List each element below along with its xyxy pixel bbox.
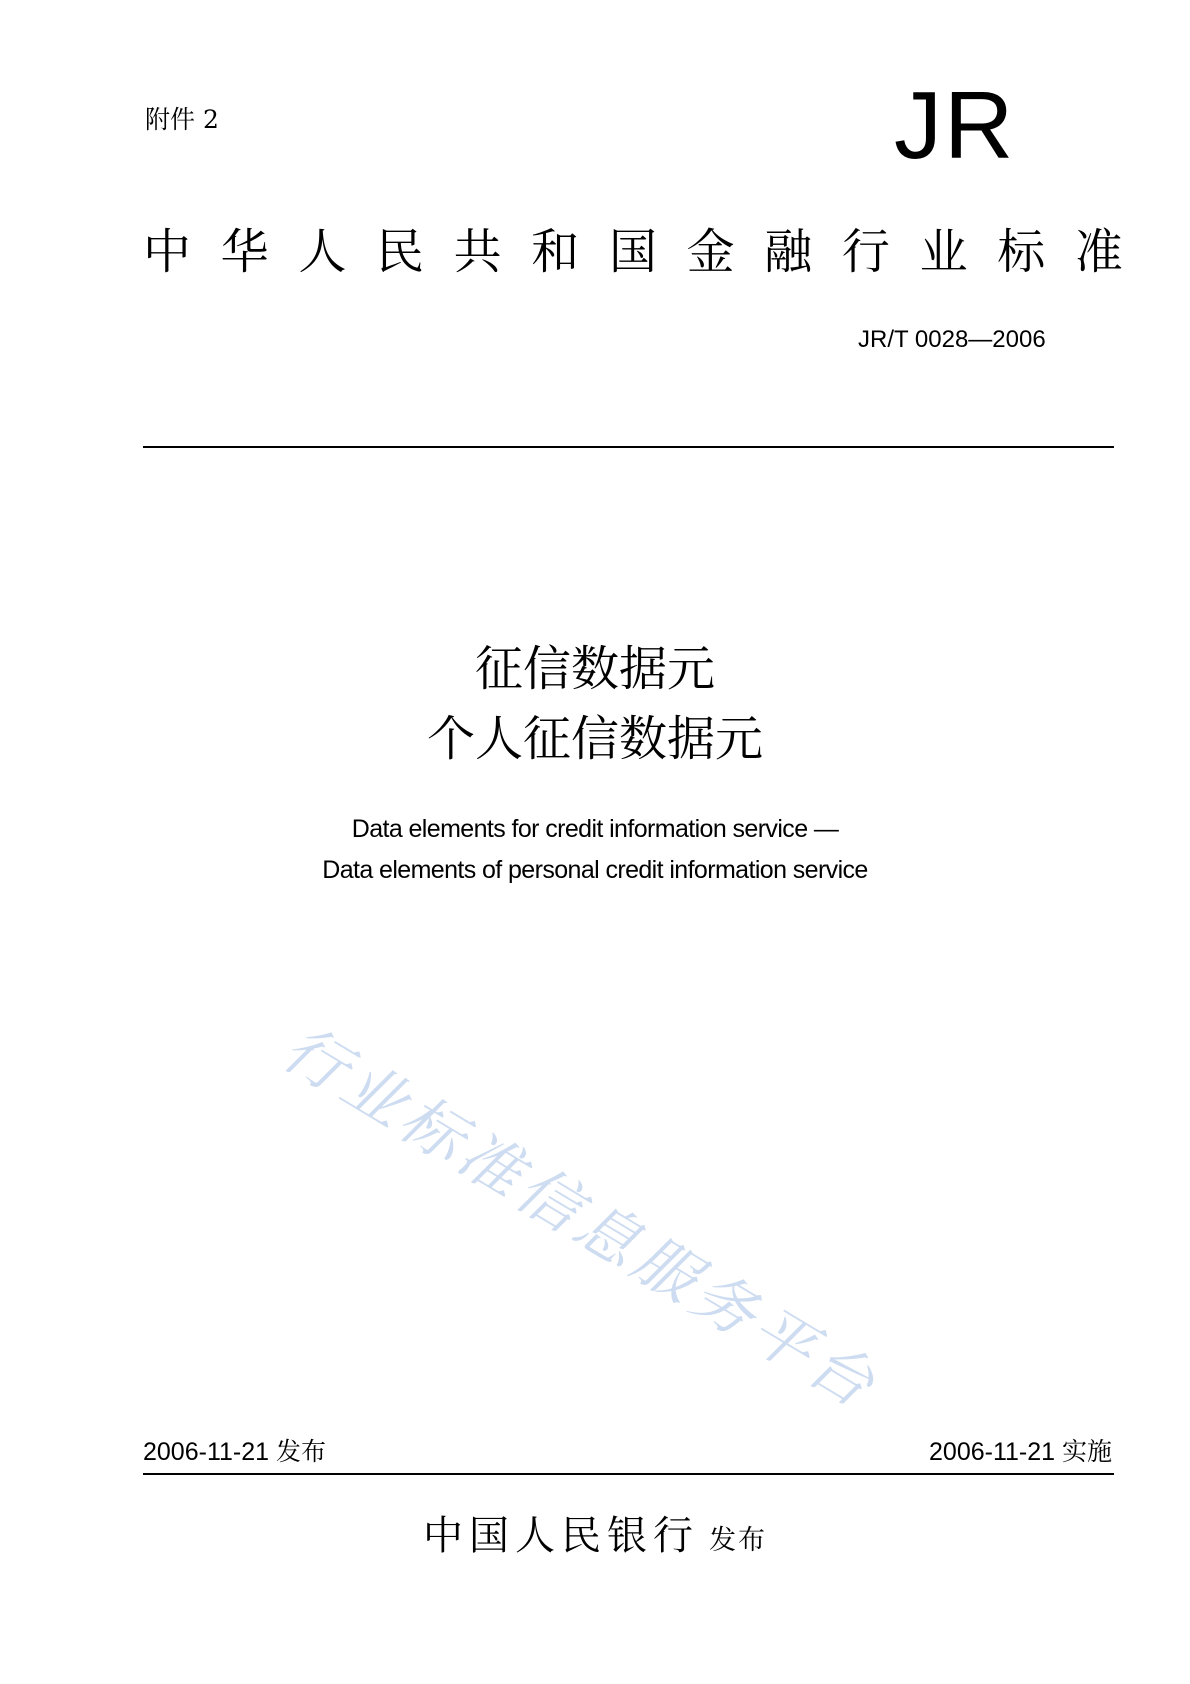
standard-category-char: 业 [919,224,968,280]
standard-category-char: 民 [375,224,424,280]
standard-category-char: 中 [143,224,192,280]
issue-date: 2006-11-21 发布 [143,1438,326,1466]
english-title-line1: Data elements for credit information service — [351,815,839,843]
watermark: 行业标准信息服务平台 [270,1011,892,1424]
implementation-date: 2006-11-21 实施 [929,1438,1112,1466]
standard-category-char: 金 [686,224,735,280]
standard-category-char: 华 [220,224,269,280]
standard-category-char: 和 [531,224,580,280]
top-divider [143,446,1114,448]
standard-code: JR/T 0028—2006 [858,326,1046,353]
issuer-line [0,1504,1190,1561]
standard-category-char: 标 [997,224,1046,280]
standard-category-char: 准 [1074,224,1123,280]
issuer-suffix: 发布 [709,1525,767,1556]
standard-category-char: 国 [608,224,657,280]
english-title-line2: Data elements of personal credit information service [322,856,868,884]
main-title-line1: 征信数据元 [474,641,715,697]
issuer-name: 中国人民银行 [423,1513,699,1559]
main-title-line2: 个人征信数据元 [426,711,763,767]
standard-category-char: 融 [764,224,813,280]
standard-category-char: 行 [841,224,890,280]
standard-category-char: 人 [298,224,347,280]
bottom-divider [143,1473,1114,1475]
standard-category-char: 共 [453,224,502,280]
jr-logo: JR [894,72,1016,179]
standard-category-title [143,222,1123,282]
attachment-label: 附件 2 [145,105,219,134]
